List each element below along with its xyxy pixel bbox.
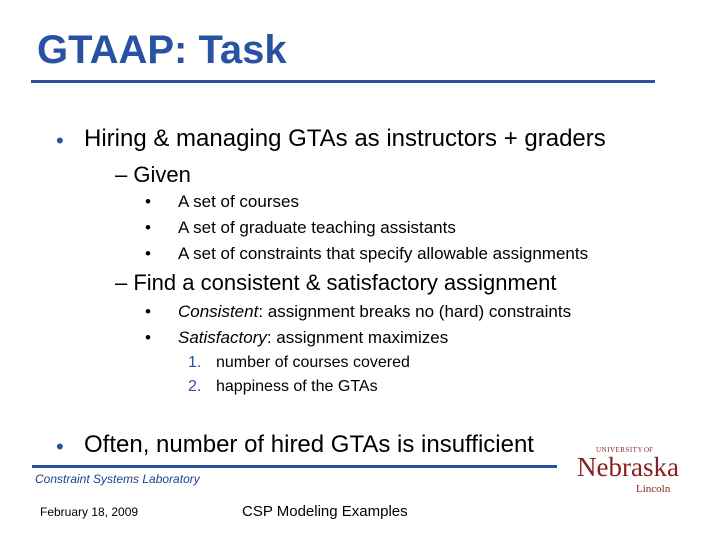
number-marker: 2. <box>188 378 202 395</box>
number-marker: 1. <box>188 354 202 371</box>
bullet-hiring: Hiring & managing GTAs as instructors + graders <box>84 125 606 152</box>
given-item-constraints: A set of constraints that specify allowable assignments <box>178 244 589 263</box>
footer-course: CSP Modeling Examples <box>242 503 408 520</box>
logo-of-text: OF <box>644 446 653 454</box>
satisfactory-definition: : assignment maximizes <box>266 328 449 347</box>
bullet-marker: • <box>56 128 64 153</box>
term-satisfactory: Satisfactory <box>178 328 267 347</box>
bullet-marker: • <box>145 244 151 263</box>
find-item-consistent <box>178 302 571 322</box>
term-consistent: Consistent <box>178 302 259 321</box>
logo-campus-text: Lincoln <box>636 483 671 495</box>
footer-divider <box>32 465 557 468</box>
footer-lab: Constraint Systems Laboratory <box>35 472 200 486</box>
subheading-find: – Find a consistent & satisfactory assignment <box>115 270 557 295</box>
numbered-item-courses: number of courses covered <box>216 354 410 371</box>
bullet-marker: • <box>145 328 151 347</box>
bullet-marker: • <box>145 302 151 321</box>
bullet-marker: • <box>56 434 64 459</box>
logo-name-text: Nebraska <box>577 452 679 482</box>
footer-date: February 18, 2009 <box>40 505 139 519</box>
find-item-satisfactory <box>178 328 448 348</box>
slide-title: GTAAP: Task <box>37 28 287 72</box>
given-item-courses: A set of courses <box>178 192 299 211</box>
logo-university-text: UNIVERSITY <box>596 446 643 454</box>
title-divider <box>31 80 655 83</box>
bullet-marker: • <box>145 218 151 237</box>
university-of-nebraska-lincoln-logo <box>574 442 686 498</box>
bullet-marker: • <box>145 192 151 211</box>
numbered-item-happiness: happiness of the GTAs <box>216 378 378 395</box>
subheading-given: – Given <box>115 162 191 187</box>
given-item-gtas: A set of graduate teaching assistants <box>178 218 456 237</box>
consistent-definition: : assignment breaks no (hard) constraints <box>258 302 572 321</box>
bullet-often: Often, number of hired GTAs is insufficient <box>84 431 534 458</box>
